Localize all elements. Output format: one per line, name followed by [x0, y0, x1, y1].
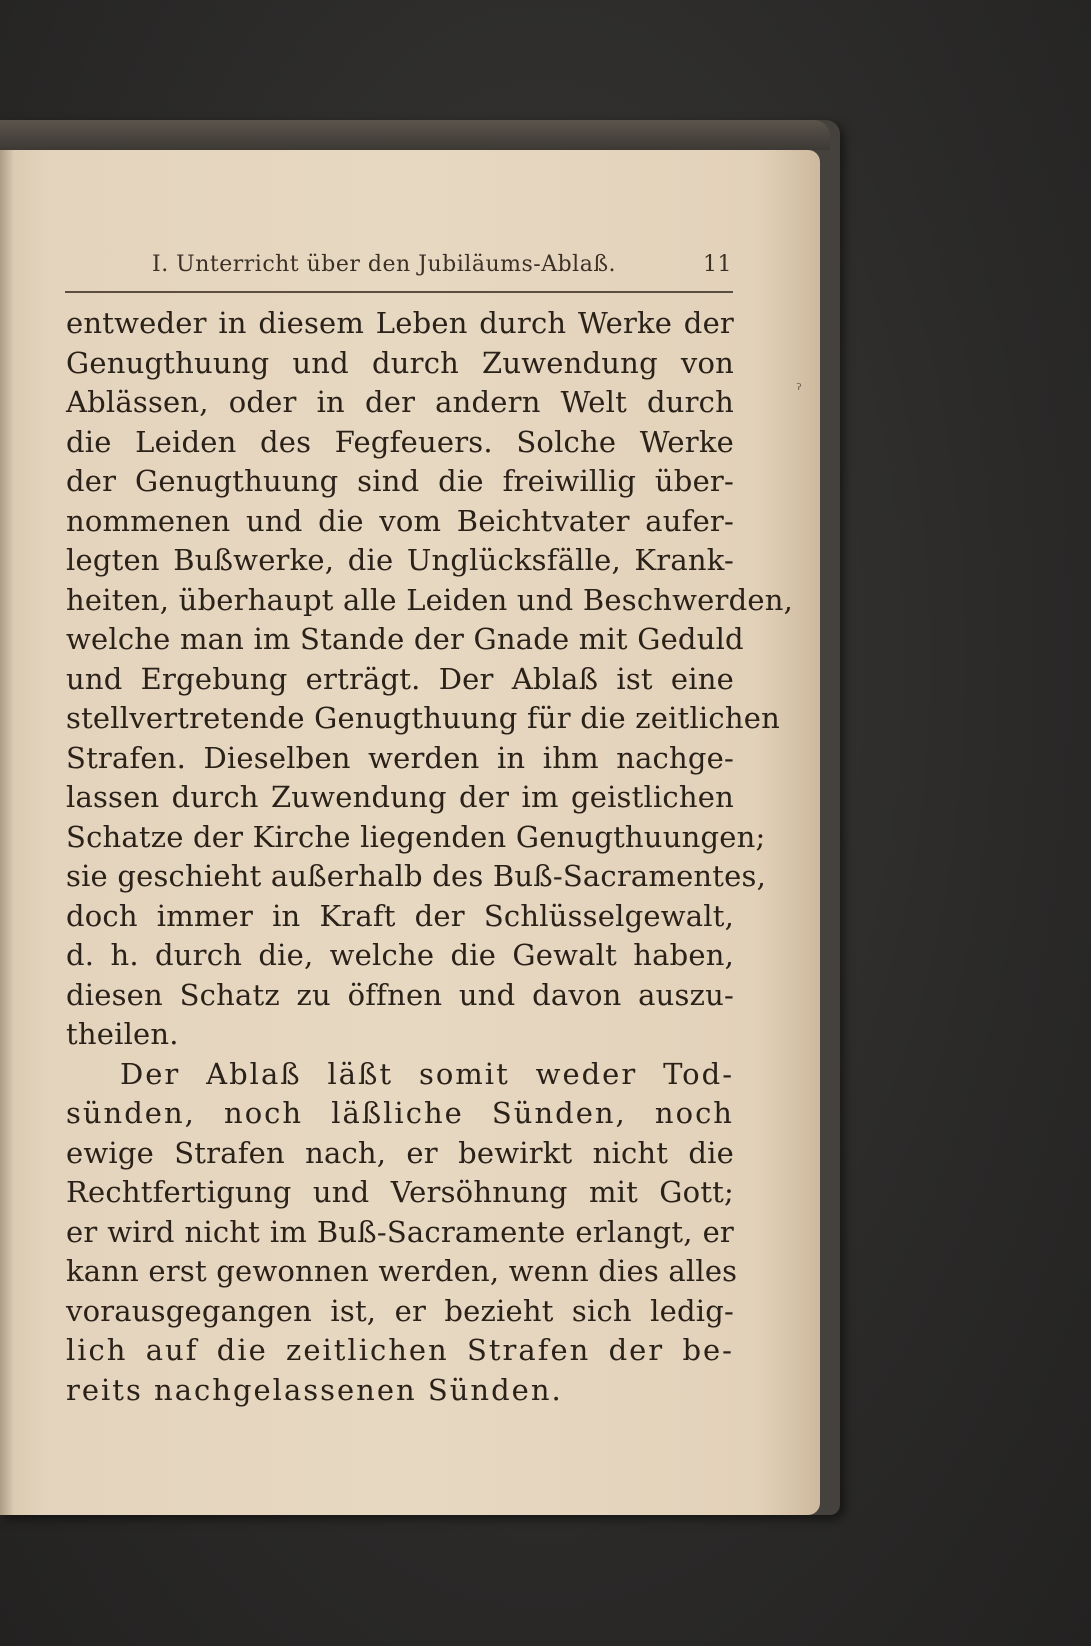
text-line: diesen Schatz zu öffnen und davon auszu-: [66, 977, 734, 1012]
text-line: und Ergebung erträgt. Der Ablaß ist eine: [66, 661, 734, 696]
text-line: entweder in diesem Leben durch Werke der: [66, 306, 734, 340]
text-line: stellvertretende Genugthuung für die zeitlichen: [66, 701, 780, 735]
margin-pencil-mark: ˀ: [796, 380, 802, 399]
text-line: Rechtfertigung und Versöhnung mit Gott;: [66, 1175, 734, 1209]
text-line: d. h. durch die, welche die Gewalt haben,: [66, 938, 734, 972]
text-line: kann erst gewonnen werden, wenn dies alles: [66, 1254, 738, 1288]
text-line: Strafen. Dieselben werden in ihm nachge-: [66, 740, 734, 775]
text-line: sünden, noch läßliche Sünden, noch: [66, 1096, 734, 1130]
text-line: nommenen und die vom Beichtvater aufer-: [66, 503, 734, 538]
running-head: [152, 252, 732, 288]
paragraph-end-line: reits nachgelassenen Sünden.: [66, 1372, 563, 1407]
paragraph-start-line: Der Ablaß läßt somit weder Tod-: [120, 1056, 734, 1091]
text-line: Schatze der Kirche liegenden Genugthuungen;: [66, 819, 766, 854]
paragraph-end-line: theilen.: [66, 1017, 179, 1051]
text-line: welche man im Stande der Gnade mit Geduld: [66, 622, 744, 656]
book-top-edge: [0, 120, 830, 150]
page-number: 11: [703, 252, 732, 277]
text-line: sie geschieht außerhalb des Buß-Sacramentes,: [66, 859, 767, 893]
text-line: lich auf die zeitlichen Strafen der be-: [66, 1333, 734, 1367]
header-rule: [65, 291, 733, 293]
text-line: die Leiden des Fegfeuers. Solche Werke: [66, 424, 734, 459]
text-line: legten Bußwerke, die Unglücksfälle, Krank-: [66, 543, 734, 577]
text-line: der Genugthuung sind die freiwillig über-: [66, 464, 734, 498]
text-line: Genugthuung und durch Zuwendung von: [66, 345, 734, 380]
text-line: vorausgegangen ist, er bezieht sich ledig-: [66, 1293, 734, 1328]
text-line: lassen durch Zuwendung der im geistlichen: [66, 780, 734, 814]
text-line: Ablässen, oder in der andern Welt durch: [66, 385, 734, 419]
text-line: heiten, überhaupt alle Leiden und Beschwerden,: [66, 582, 794, 617]
text-line: er wird nicht im Buß-Sacramente erlangt, er: [66, 1214, 734, 1249]
page-gutter-shadow: [0, 150, 14, 1515]
body-text: [66, 304, 794, 1410]
text-line: ewige Strafen nach, er bewirkt nicht die: [66, 1135, 734, 1170]
text-line: doch immer in Kraft der Schlüsselgewalt,: [66, 898, 734, 933]
running-head-title: I. Unterricht über den Jubiläums-Ablaß.: [152, 252, 617, 277]
